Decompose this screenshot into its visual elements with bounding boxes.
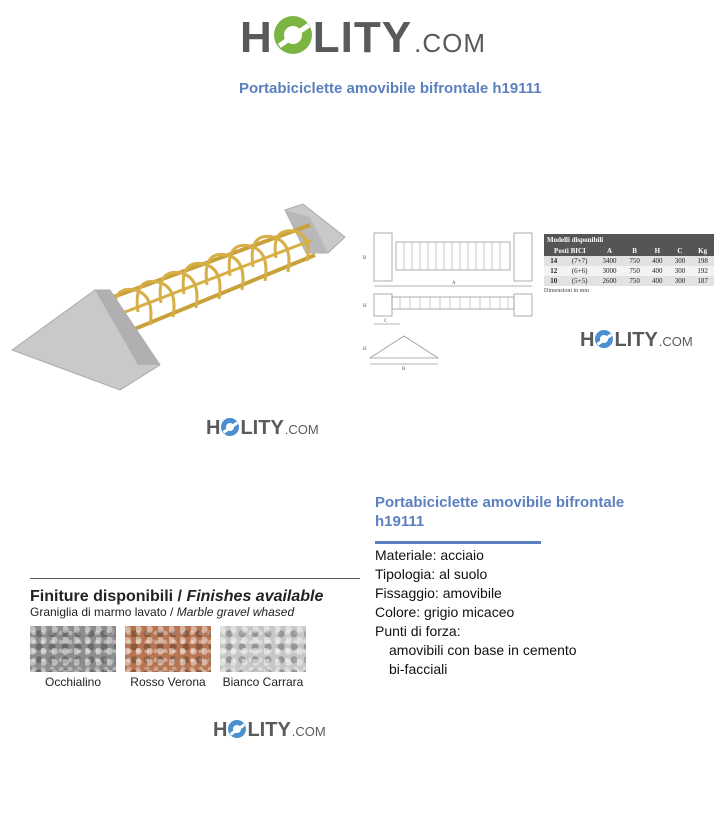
spec-line: Tipologia: al suolo	[375, 566, 488, 582]
drawing-rack-bars	[400, 242, 508, 309]
swatch-label: Occhialino	[44, 675, 102, 689]
table-header: H	[646, 246, 669, 256]
logo-suffix: .COM	[284, 422, 319, 437]
dimension-a-label: A	[452, 281, 456, 286]
table-row	[544, 276, 714, 286]
finishes-title-en: Finishes available	[186, 588, 324, 605]
spec-line: Materiale: acciaio	[375, 547, 484, 563]
table-footnote: Dimensioni in mm	[544, 288, 589, 294]
table-cell: 300	[669, 276, 692, 286]
dimension-b-label: B	[402, 367, 406, 372]
table-cell: 400	[646, 276, 669, 286]
spec-line: Punti di forza:	[375, 623, 461, 639]
spec-line: Fissaggio: amovibile	[375, 585, 502, 601]
models-grid	[544, 246, 714, 286]
table-header: Posti BICI	[544, 246, 596, 256]
holity-logo[interactable]	[240, 14, 486, 60]
table-cell: 3000	[596, 266, 623, 276]
swatch-occhialino[interactable]	[30, 626, 116, 672]
models-table	[544, 234, 714, 294]
table-cell: 750	[623, 256, 646, 266]
spec-line: Colore: grigio micaceo	[375, 604, 515, 620]
logo-letter-h: H	[206, 417, 221, 439]
dimension-h-label: H	[363, 304, 367, 309]
drawing-section-triangle	[370, 336, 438, 358]
logo-letters: LITY	[614, 329, 658, 351]
table-cell: (5+5)	[563, 276, 595, 286]
specs-title: Portabiciclette amovibile bifrontale h19111	[375, 494, 625, 530]
holity-logo-drawing[interactable]	[580, 328, 693, 350]
technical-drawing	[360, 226, 540, 374]
logo-letter-h: H	[580, 329, 595, 351]
table-cell: 12	[544, 266, 563, 276]
dimension-h-section-label: H	[363, 347, 367, 352]
table-cell: 2600	[596, 276, 623, 286]
finishes-subtitle-en: Marble gravel whased	[176, 605, 295, 619]
table-cell: 400	[646, 256, 669, 266]
table-cell: 750	[623, 276, 646, 286]
table-caption: Modelli disponibili	[544, 234, 714, 246]
table-row	[544, 256, 714, 266]
table-cell: 192	[691, 266, 714, 276]
dimension-c-label: C	[384, 319, 388, 324]
page-title: Portabiciclette amovibile bifrontale h19111	[239, 80, 542, 97]
drawing-side-base-right	[514, 294, 532, 316]
logo-suffix: .COM	[291, 724, 326, 739]
logo-letters: LITY	[247, 719, 291, 741]
drawing-top-base-right	[514, 233, 532, 281]
swatch-label: Rosso Verona	[130, 675, 206, 689]
swatch-bianco-carrara[interactable]	[220, 626, 306, 672]
drawing-side-base-left	[374, 294, 392, 316]
table-header: B	[623, 246, 646, 256]
table-cell: 400	[646, 266, 669, 276]
logo-letters: LITY	[312, 13, 413, 62]
table-cell: (7+7)	[563, 256, 595, 266]
logo-o-icon	[595, 330, 613, 348]
drawing-top-rack	[396, 242, 510, 270]
finishes-title-it: Finiture disponibili /	[30, 588, 187, 605]
holity-logo-product[interactable]	[206, 416, 319, 438]
drawing-top-base-left	[374, 233, 392, 281]
table-cell: (6+6)	[563, 266, 595, 276]
spec-list	[375, 546, 577, 679]
logo-letter-h: H	[240, 13, 273, 62]
holity-logo-finishes[interactable]	[213, 718, 326, 740]
logo-o-icon	[228, 720, 246, 738]
rack-rail-mid	[112, 240, 312, 317]
swatch-rosso-verona[interactable]	[125, 626, 211, 672]
logo-o-icon	[221, 418, 239, 436]
logo-letters: LITY	[240, 417, 284, 439]
finishes-subtitle	[30, 605, 294, 619]
finishes-title	[30, 588, 323, 606]
logo-suffix: .COM	[658, 334, 693, 349]
swatch-label: Bianco Carrara	[222, 675, 304, 689]
table-cell: 3400	[596, 256, 623, 266]
table-row	[544, 266, 714, 276]
table-cell: 187	[691, 276, 714, 286]
table-header: C	[669, 246, 692, 256]
table-cell: 300	[669, 266, 692, 276]
table-cell: 198	[691, 256, 714, 266]
finishes-subtitle-it: Graniglia di marmo lavato /	[30, 605, 177, 619]
table-cell: 300	[669, 256, 692, 266]
logo-o-icon	[274, 16, 312, 54]
logo-letter-h: H	[213, 719, 228, 741]
finishes-divider	[30, 578, 360, 579]
table-header: Kg	[691, 246, 714, 256]
title-underline	[375, 541, 541, 544]
product-image	[10, 195, 350, 395]
table-cell: 10	[544, 276, 563, 286]
table-cell: 750	[623, 266, 646, 276]
table-header-row	[544, 246, 714, 256]
dimension-b-side-label: B	[363, 256, 367, 261]
table-cell: 14	[544, 256, 563, 266]
table-header: A	[596, 246, 623, 256]
spec-point: amovibili con base in cemento	[389, 642, 577, 658]
logo-suffix: .COM	[414, 28, 486, 58]
spec-point: bi-facciali	[389, 661, 448, 677]
